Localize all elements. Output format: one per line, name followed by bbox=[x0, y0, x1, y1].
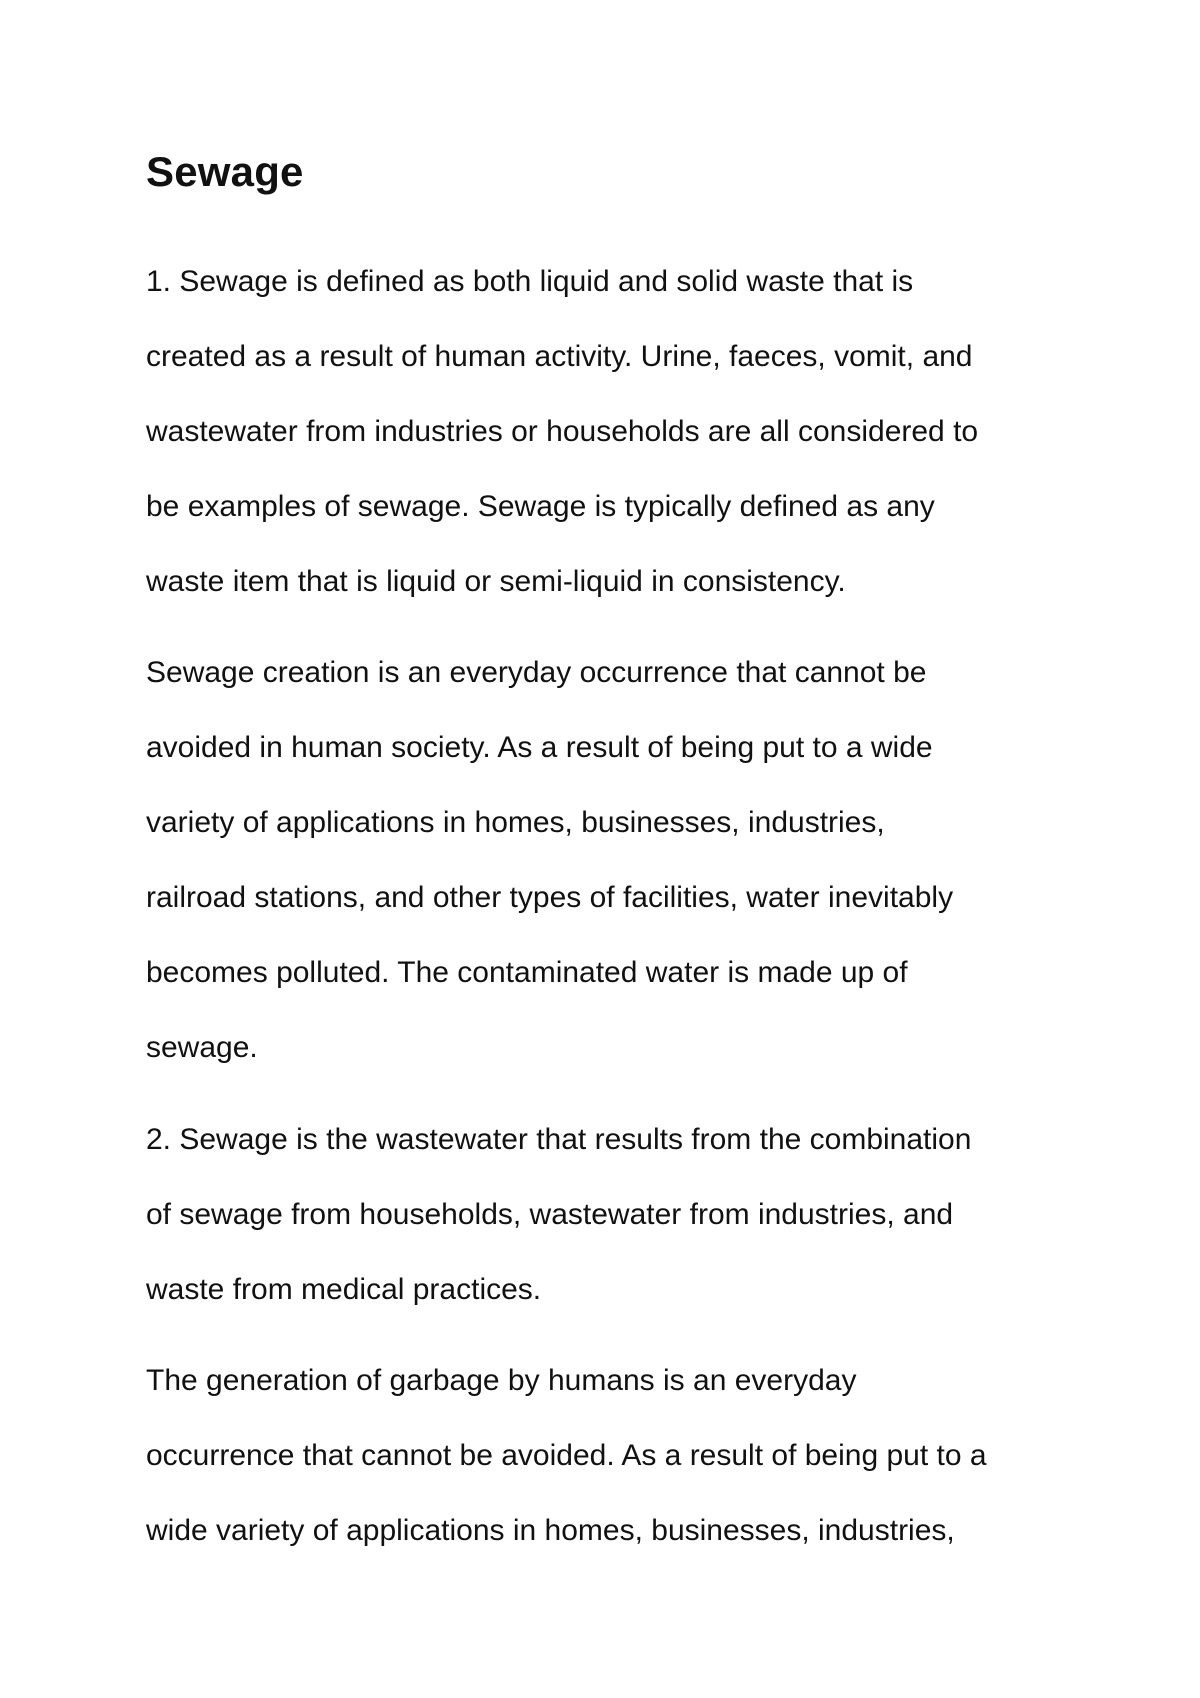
paragraph-line: of sewage from households, wastewater from industries, and bbox=[146, 1198, 954, 1231]
paragraph-line: sewage. bbox=[146, 1031, 258, 1064]
paragraph-line: waste from medical practices. bbox=[146, 1273, 542, 1306]
paragraph-line: occurrence that cannot be avoided. As a result of being put to a bbox=[146, 1439, 987, 1472]
paragraph-line: railroad stations, and other types of facilities, water inevitably bbox=[146, 881, 954, 914]
paragraph-line: 2. Sewage is the wastewater that results from the combination bbox=[146, 1123, 972, 1156]
paragraph-line: Sewage creation is an everyday occurrence that cannot be bbox=[146, 656, 927, 689]
paragraph-line: The generation of garbage by humans is an everyday bbox=[146, 1364, 857, 1397]
paragraph-line: becomes polluted. The contaminated water is made up of bbox=[146, 956, 908, 989]
paragraph-line: 1. Sewage is defined as both liquid and solid waste that is bbox=[146, 265, 914, 298]
paragraph-line: created as a result of human activity. Urine, faeces, vomit, and bbox=[146, 340, 973, 373]
paragraph-line: wide variety of applications in homes, businesses, industries, bbox=[146, 1514, 955, 1547]
paragraph-line: waste item that is liquid or semi-liquid in consistency. bbox=[146, 565, 846, 598]
paragraph-line: wastewater from industries or households are all considered to bbox=[146, 415, 979, 448]
document-title: Sewage bbox=[146, 148, 304, 195]
paragraph-line: be examples of sewage. Sewage is typically defined as any bbox=[146, 490, 935, 523]
paragraph-line: variety of applications in homes, businesses, industries, bbox=[146, 806, 885, 839]
document-content bbox=[146, 146, 1076, 1568]
paragraph-1 bbox=[146, 244, 1076, 619]
paragraph-4 bbox=[146, 1343, 1076, 1568]
paragraph-2 bbox=[146, 635, 1076, 1085]
paragraph-line: avoided in human society. As a result of being put to a wide bbox=[146, 731, 933, 764]
paragraph-3 bbox=[146, 1102, 1076, 1327]
